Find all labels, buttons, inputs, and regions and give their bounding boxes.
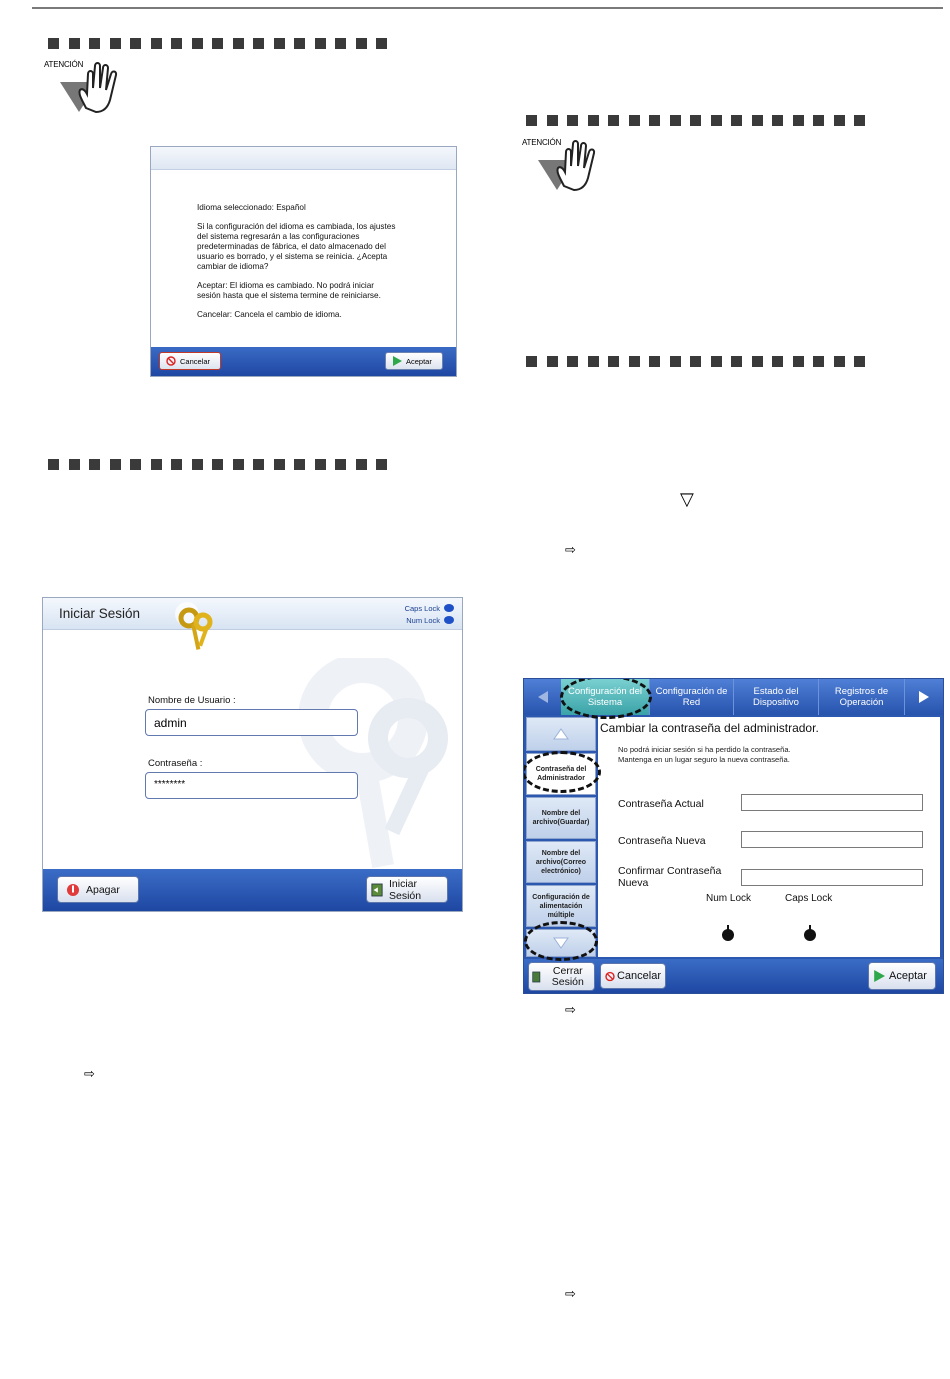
login-header [43,598,462,630]
caps-lock-label: Caps Lock [785,893,833,904]
reference-arrow-icon: ⇨ [565,542,576,557]
power-icon [66,883,80,897]
selected-language-text: Idioma seleccionado: Español [197,203,306,212]
accept-button-label: Aceptar [889,970,927,982]
login-title: Iniciar Sesión [59,606,141,621]
tab-system-settings[interactable]: Configuración del Sistema [561,679,650,715]
logout-door-icon [532,969,541,985]
cancel-icon [605,971,615,982]
sidebar-item-filename-save[interactable]: Nombre del archivo(Guardar) [526,797,596,839]
attention-label: ATENCIÓN [522,138,562,147]
reference-arrow-icon: ⇨ [565,1002,576,1017]
keys-icon [169,600,221,654]
tab-device-status[interactable]: Estado del Dispositivo [734,679,819,715]
num-lock-label: Num Lock [706,893,752,904]
section-divider [48,459,387,470]
play-icon [873,970,885,982]
attention-marker [522,138,561,147]
language-change-dialog [150,146,457,377]
keys-watermark-icon [293,658,463,868]
login-button[interactable] [366,876,448,903]
accept-button[interactable] [385,352,443,370]
cancel-icon [166,356,176,366]
dialog-footer [151,347,456,376]
top-rule [32,7,943,9]
login-door-icon [371,882,383,898]
tab-scroll-left-button[interactable] [524,679,561,715]
tab-operation-logs[interactable]: Registros de Operación [819,679,905,715]
sidebar-item-admin-password[interactable]: Contraseña del Administrador [526,753,596,795]
cancel-button-label: Cancelar [616,970,661,982]
cancel-button-label: Cancelar [180,356,211,366]
reference-arrow-icon: ⇨ [565,1286,576,1301]
confirm-password-input[interactable] [741,869,923,886]
dialog-body [197,203,422,329]
hand-warning-icon [58,60,138,115]
caps-lock-indicator [444,604,454,612]
hand-warning-icon [536,138,616,193]
page-title: Cambiar la contraseña del administrador. [600,721,819,735]
caps-lock-label: Caps Lock [404,604,440,613]
num-lock-indicator [444,616,454,624]
password-note-line: Mantenga en un lugar seguro la nueva contraseña. [618,755,790,764]
attention-label: ATENCIÓN [44,60,84,69]
admin-settings-screen [523,678,944,994]
confirm-password-label: Confirmar Contraseña Nueva [618,865,722,889]
accept-button[interactable] [868,962,936,990]
language-warning-text: Si la configuración del idioma es cambiada, los ajustes del sistema regresarán a las configuraciones predeterminadas de fábrica, el dato almacenado del usuario es borrado, y el sistema se reinicia. ¿Acepta cambiar de idioma? [197,222,396,271]
section-divider [48,38,387,49]
cancel-button[interactable] [159,352,221,370]
login-footer [43,869,462,911]
password-label: Contraseña : [148,758,203,769]
logout-button[interactable] [528,962,595,991]
caps-lock-indicator [803,925,817,941]
section-divider [526,356,865,367]
login-button-label: Iniciar Sesión [389,877,422,902]
tab-scroll-right-button[interactable] [905,679,943,715]
down-triangle-icon: ▽ [680,489,694,509]
num-lock-label: Num Lock [406,616,440,625]
login-screen [42,597,463,912]
password-note-line: No podrá iniciar sesión si ha perdido la contraseña. [618,745,791,754]
sidebar-item-filename-email[interactable]: Nombre del archivo(Correo electrónico) [526,841,596,883]
current-password-input[interactable] [741,794,923,811]
dialog-header [151,147,456,170]
new-password-label: Contraseña Nueva [618,835,706,847]
highlight-circle [524,921,598,961]
reference-arrow-icon: ⇨ [84,1066,95,1081]
section-divider [526,115,865,126]
password-input[interactable]: ******** [145,772,358,799]
arrow-up-icon [553,728,569,740]
password-note [618,745,791,765]
cancel-button[interactable] [600,963,666,989]
cancel-description: Cancelar: Cancela el cambio de idioma. [197,310,342,319]
tab-network-settings[interactable]: Configuración de Red [650,679,734,715]
arrow-right-icon [918,691,930,703]
num-lock-indicator [721,925,735,941]
highlight-circle [523,751,601,793]
new-password-input[interactable] [741,831,923,848]
username-input[interactable]: admin [145,709,358,736]
play-icon [392,356,402,366]
username-label: Nombre de Usuario : [148,695,236,706]
logout-button-label: Cerrar Sesión [551,964,584,988]
shutdown-button[interactable] [57,876,139,903]
attention-marker [44,60,83,69]
shutdown-button-label: Apagar [86,883,120,896]
current-password-label: Contraseña Actual [618,798,704,810]
settings-main-panel [598,717,940,957]
accept-description: Aceptar: El idioma es cambiado. No podrá iniciar sesión hasta que el sistema termine de reiniciarse. [197,281,381,300]
arrow-left-icon [537,691,549,703]
sidebar-item-multifeed[interactable]: Configuración de alimentación múltiple [526,885,596,927]
sidebar-scroll-up-button[interactable] [526,717,596,751]
settings-footer [524,959,943,993]
accept-button-label: Aceptar [406,356,432,366]
